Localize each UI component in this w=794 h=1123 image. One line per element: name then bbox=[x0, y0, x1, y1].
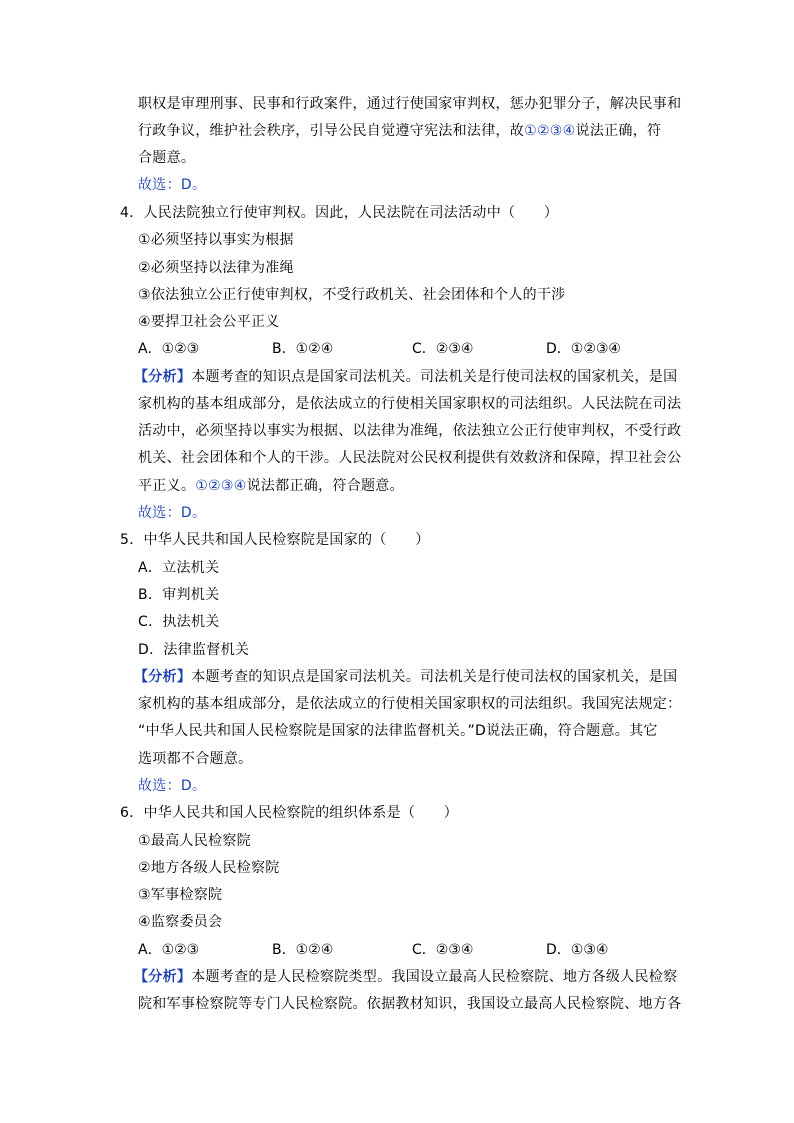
q6-analysis-line-1: 【分析】本题考查的是人民检察院类型。我国设立最高人民检察院、地方各级人民检察 bbox=[134, 969, 678, 985]
q4-option-d: D．①②③④ bbox=[546, 341, 621, 357]
q4-stem: 4．人民法院独立行使审判权。因此，人民法院在司法活动中（ ） bbox=[120, 205, 559, 221]
q5-analysis-line-3: “中华人民共和国人民检察院是国家的法律监督机关。”D说法正确，符合题意。其它 bbox=[138, 723, 658, 739]
q5-option-d: D．法律监督机关 bbox=[138, 642, 250, 658]
q4-option-c: C．②③④ bbox=[412, 341, 474, 357]
q6-option-a: A．①②③ bbox=[138, 942, 200, 958]
q6-analysis-tag: 【分析】 bbox=[134, 969, 192, 985]
q5-analysis-line-1: 【分析】本题考查的知识点是国家司法机关。司法机关是行使司法权的国家机关，是国 bbox=[134, 669, 678, 685]
q3-tail-line-1: 职权是审理刑事、民事和行政案件，通过行使国家审判权，惩办犯罪分子，解决民事和 bbox=[138, 96, 682, 112]
q4-option-a: A．①②③ bbox=[138, 341, 200, 357]
q5-option-b: B．审判机关 bbox=[138, 587, 220, 603]
q4-analysis-line-2: 家机构的基本组成部分，是依法成立的行使相关国家职权的司法组织。人民法院在司法 bbox=[138, 396, 682, 412]
q4-item-4: ④要捍卫社会公平正义 bbox=[138, 314, 280, 330]
q4-analysis-tag: 【分析】 bbox=[134, 369, 192, 385]
q5-option-a: A．立法机关 bbox=[138, 560, 220, 576]
q4-option-b: B．①②④ bbox=[272, 341, 334, 357]
q6-item-3: ③军事检察院 bbox=[138, 887, 223, 903]
q3-answer: 故选：D。 bbox=[138, 177, 207, 193]
q4-analysis-line-3: 活动中，必须坚持以事实为根据、以法律为准绳，依法独立公正行使审判权，不受行政 bbox=[138, 423, 682, 439]
q6-item-2: ②地方各级人民检察院 bbox=[138, 860, 280, 876]
q6-item-1: ①最高人民检察院 bbox=[138, 833, 251, 849]
q5-answer: 故选：D。 bbox=[138, 778, 207, 794]
q5-analysis-line-4: 选项都不合题意。 bbox=[138, 751, 253, 767]
q4-item-3: ③依法独立公正行使审判权，不受行政机关、社会团体和个人的干涉 bbox=[138, 287, 566, 303]
q4-analysis-line-4: 机关、社会团体和个人的干涉。人民法院对公民权利提供有效救济和保障，捍卫社会公 bbox=[138, 450, 682, 466]
q5-option-c: C．执法机关 bbox=[138, 614, 220, 630]
q3-circled-numbers: ①②③④ bbox=[524, 123, 576, 139]
q4-item-1: ①必须坚持以事实为根据 bbox=[138, 232, 294, 248]
q3-tail-line-2: 行政争议，维护社会秩序，引导公民自觉遵守宪法和法律，故①②③④说法正确，符 bbox=[138, 123, 662, 139]
q5-analysis-line-2: 家机构的基本组成部分，是依法成立的行使相关国家职权的司法组织。我国宪法规定： bbox=[138, 696, 682, 712]
q5-analysis-tag: 【分析】 bbox=[134, 669, 192, 685]
q4-analysis-line-1: 【分析】本题考查的知识点是国家司法机关。司法机关是行使司法权的国家机关，是国 bbox=[134, 369, 678, 385]
q4-answer: 故选：D。 bbox=[138, 505, 207, 521]
q3-tail-line-3: 合题意。 bbox=[138, 150, 196, 166]
q4-analysis-line-5: 平正义。①②③④说法都正确，符合题意。 bbox=[138, 478, 404, 494]
q6-item-4: ④监察委员会 bbox=[138, 914, 223, 930]
q4-item-2: ②必须坚持以法律为准绳 bbox=[138, 260, 294, 276]
q6-option-c: C．②③④ bbox=[412, 942, 474, 958]
q6-option-b: B．①②④ bbox=[272, 942, 334, 958]
q6-option-d: D．①③④ bbox=[546, 942, 609, 958]
q6-analysis-line-2: 院和军事检察院等专门人民检察院。依据教材知识，我国设立最高人民检察院、地方各 bbox=[138, 996, 682, 1012]
q6-stem: 6．中华人民共和国人民检察院的组织体系是（ ） bbox=[120, 805, 459, 821]
q5-stem: 5．中华人民共和国人民检察院是国家的（ ） bbox=[120, 532, 430, 548]
q4-circled-numbers: ①②③④ bbox=[195, 478, 247, 494]
